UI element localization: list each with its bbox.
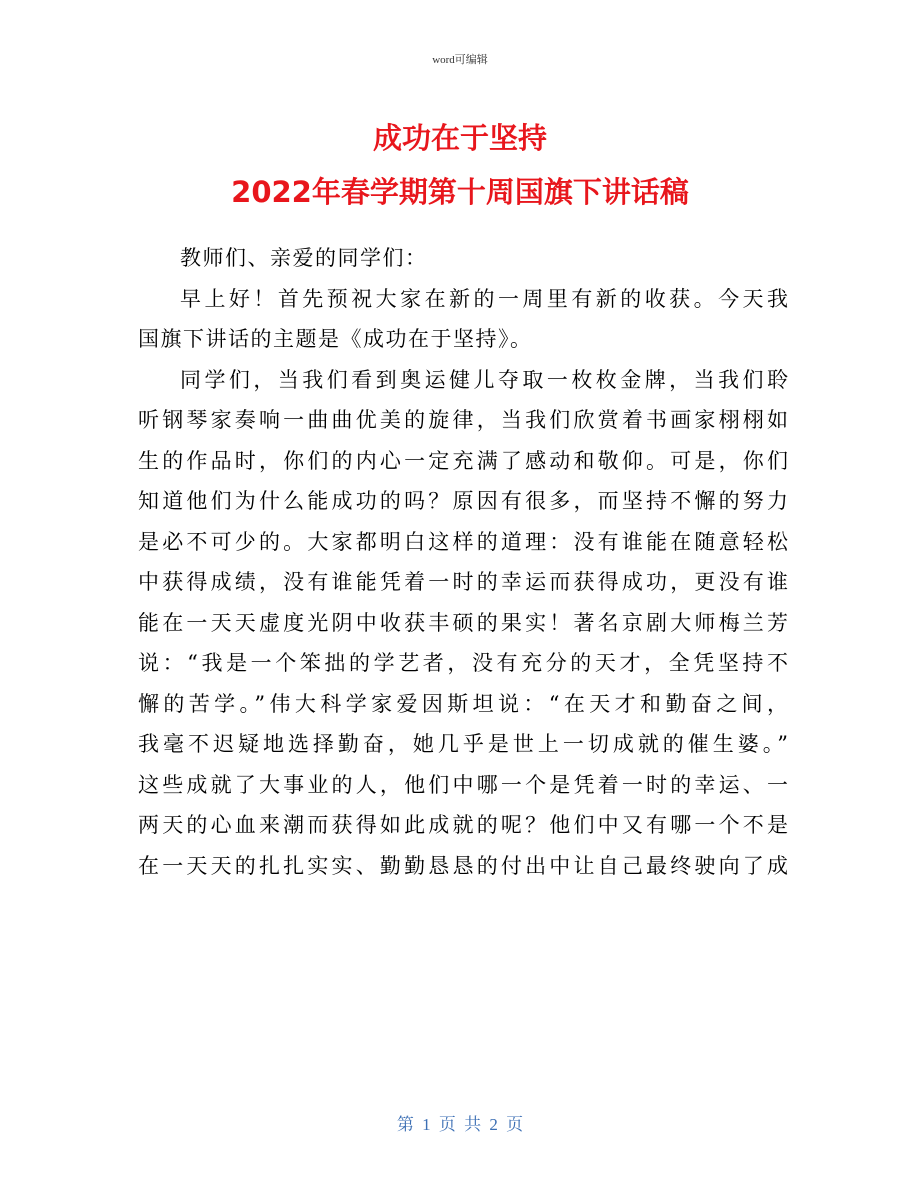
- paragraph-line: 说：“我是一个笨拙的学艺者，没有充分的天才，全凭坚持不: [138, 651, 788, 675]
- paragraph-line: 能在一天天虚度光阴中收获丰硕的果实！著名京剧大师梅兰芳: [138, 610, 788, 635]
- paragraph-line: 国旗下讲话的主题是《成功在于坚持》。: [138, 327, 533, 351]
- page-header: word可编辑: [432, 54, 488, 66]
- paragraph-line: 懈的苦学。”伟大科学家爱因斯坦说：“在天才和勤奋之间，: [138, 691, 788, 716]
- paragraph-line: 中获得成绩，没有谁能凭着一时的幸运而获得成功，更没有谁: [138, 570, 788, 594]
- paragraph-line: 在一天天的扎扎实实、勤勤恳恳的付出中让自己最终驶向了成: [138, 853, 788, 878]
- paragraph-line: 听钢琴家奏响一曲曲优美的旋律，当我们欣赏着书画家栩栩如: [138, 408, 788, 432]
- speech-body: [138, 238, 788, 886]
- document-title: 成功在于坚持: [372, 121, 547, 155]
- paragraph-line: 知道他们为什么能成功的吗？原因有很多，而坚持不懈的努力: [138, 489, 788, 513]
- paragraph-line: 两天的心血来潮而获得如此成就的呢？他们中又有哪一个不是: [138, 813, 788, 837]
- paragraph-line: 同学们，当我们看到奥运健儿夺取一枚枚金牌，当我们聆: [180, 367, 788, 392]
- paragraph-line: 生的作品时，你们的内心一定充满了感动和敬仰。可是，你们: [138, 448, 788, 473]
- page-footer: 第 1 页 共 2 页: [396, 1115, 524, 1134]
- salutation-line: 教师们、亲爱的同学们：: [180, 246, 428, 270]
- paragraph-line: 是必不可少的。大家都明白这样的道理：没有谁能在随意轻松: [138, 529, 788, 554]
- paragraph-line: 我毫不迟疑地选择勤奋，她几乎是世上一切成就的催生婆。”: [138, 732, 788, 756]
- paragraph-line: 早上好！首先预祝大家在新的一周里有新的收获。今天我: [180, 286, 788, 311]
- paragraph-line: 这些成就了大事业的人，他们中哪一个是凭着一时的幸运、一: [138, 772, 788, 797]
- document-subtitle: 2022年春学期第十周国旗下讲话稿: [231, 175, 689, 209]
